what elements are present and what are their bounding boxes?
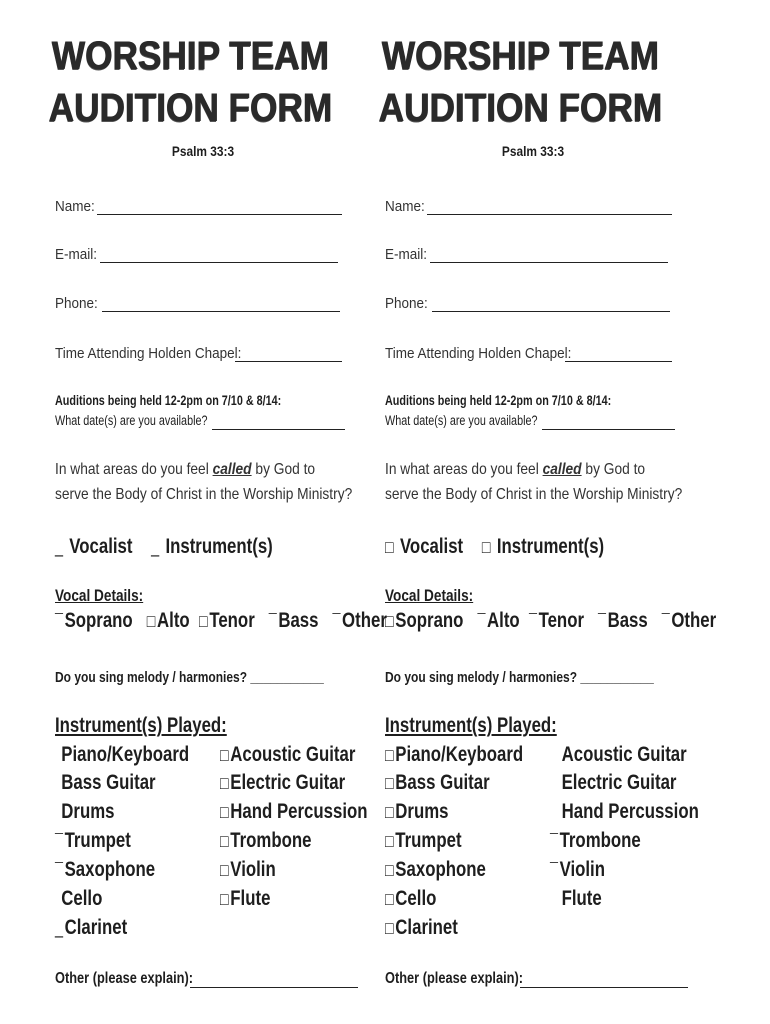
areas-question-part2: by God to xyxy=(581,461,646,478)
vocalist-label: Vocalist xyxy=(399,535,464,558)
voice-label: Alto xyxy=(487,609,520,632)
phone-label: Phone: xyxy=(55,295,98,312)
instrument-label: Instrument(s) xyxy=(165,535,273,558)
area-options xyxy=(385,535,604,559)
instrument-mark: ¯ xyxy=(55,860,63,880)
instrument-label: Bass Guitar xyxy=(395,771,490,794)
melody-question: Do you sing melody / harmonies? ___________ xyxy=(385,669,654,686)
voice-option-bass[interactable] xyxy=(269,609,319,632)
email-label: E-mail: xyxy=(55,246,98,263)
other-explain-label: Other (please explain): xyxy=(55,970,193,987)
voice-label: Tenor xyxy=(538,609,584,632)
instrument-label: Drums xyxy=(395,800,449,823)
instrument-label: Instrument(s) xyxy=(496,535,605,558)
voice-option-other[interactable] xyxy=(332,609,386,632)
voice-option-other[interactable] xyxy=(662,609,716,632)
voice-mark: ¯ xyxy=(332,611,341,631)
areas-question xyxy=(55,457,352,507)
vocalist-label: Vocalist xyxy=(69,535,133,558)
other-explain-label: Other (please explain): xyxy=(385,970,523,987)
instrument-mark: □ xyxy=(385,745,394,765)
instrument-label: Trumpet xyxy=(64,829,131,852)
vocal-details-label: Vocal Details: xyxy=(385,586,474,605)
instrument-checkbox[interactable] xyxy=(151,535,273,558)
voice-label: Soprano xyxy=(395,609,464,632)
instrument-label: Bass Guitar xyxy=(61,771,156,794)
name-label: Name: xyxy=(55,198,95,215)
voice-label: Bass xyxy=(607,609,648,632)
instrument-label: Electric Guitar xyxy=(561,771,677,794)
form-title-line1: WORSHIP TEAM xyxy=(51,34,329,78)
form-subtitle: Psalm 33:3 xyxy=(171,143,235,159)
instrument-option[interactable] xyxy=(385,916,458,940)
instrument-mark: _ xyxy=(55,918,64,938)
voice-option-tenor[interactable] xyxy=(529,609,584,632)
instrument-mark: □ xyxy=(220,889,229,909)
instrument-label: Acoustic Guitar xyxy=(230,743,356,766)
instrument-option[interactable] xyxy=(385,887,436,911)
instrument-mark: ¯ xyxy=(550,860,558,880)
voice-option-bass[interactable] xyxy=(598,609,648,632)
instrument-option[interactable] xyxy=(220,829,312,853)
auditions-note: Auditions being held 12-2pm on 7/10 & 8/14: xyxy=(385,393,612,408)
instrument-option[interactable] xyxy=(560,771,676,795)
instrument-option[interactable] xyxy=(220,743,355,767)
time-attending-field[interactable] xyxy=(565,361,672,362)
voice-option-tenor[interactable] xyxy=(199,609,255,632)
instrument-option[interactable] xyxy=(550,858,605,882)
instrument-label: Trumpet xyxy=(395,829,462,852)
instrument-mark: □ xyxy=(385,773,394,793)
areas-question-line2: serve the Body of Christ in the Worship Ministry? xyxy=(55,486,353,503)
time-attending-field[interactable] xyxy=(235,361,342,362)
other-explain-field[interactable] xyxy=(190,987,358,988)
voice-mark: ¯ xyxy=(529,611,537,631)
instrument-option[interactable] xyxy=(55,916,127,940)
instrument-label: Clarinet xyxy=(64,916,128,939)
instrument-checkbox[interactable] xyxy=(482,535,604,558)
instrument-option[interactable] xyxy=(550,829,641,853)
instrument-label: Violin xyxy=(559,858,605,881)
instrument-label: Clarinet xyxy=(395,916,458,939)
instrument-label: Trombone xyxy=(559,829,641,852)
instrument-option[interactable] xyxy=(55,829,131,853)
other-explain-field[interactable] xyxy=(520,987,688,988)
instrument-mark: □ xyxy=(481,537,491,557)
voice-option-soprano[interactable] xyxy=(385,609,463,632)
areas-question xyxy=(385,457,682,507)
instrument-mark: □ xyxy=(385,802,394,822)
area-options xyxy=(55,535,273,559)
instrument-option[interactable] xyxy=(55,887,102,911)
instrument-label: Hand Percussion xyxy=(561,800,699,823)
form-subtitle: Psalm 33:3 xyxy=(501,143,565,159)
form-title-line2: AUDITION FORM xyxy=(48,86,332,130)
name-field[interactable] xyxy=(97,214,342,215)
instrument-mark: □ xyxy=(220,773,229,793)
time-attending-label: Time Attending Holden Chapel: xyxy=(55,345,242,362)
instrument-mark: □ xyxy=(220,860,229,880)
audition-form-right xyxy=(378,0,717,1024)
time-attending-label: Time Attending Holden Chapel: xyxy=(385,345,572,362)
instrument-label: Acoustic Guitar xyxy=(561,743,687,766)
email-field[interactable] xyxy=(100,262,338,263)
form-title-line1: WORSHIP TEAM xyxy=(381,34,659,78)
instruments-heading: Instrument(s) Played: xyxy=(385,714,557,737)
instrument-label: Violin xyxy=(230,858,276,881)
name-label: Name: xyxy=(385,198,425,215)
voice-options xyxy=(55,609,387,633)
voice-label: Soprano xyxy=(64,609,133,632)
instrument-label: Cello xyxy=(61,887,103,910)
instrument-mark: □ xyxy=(385,831,394,851)
voice-mark: ¯ xyxy=(268,611,277,631)
melody-question: Do you sing melody / harmonies? ___________ xyxy=(55,669,324,686)
instrument-option[interactable] xyxy=(220,800,368,824)
instrument-option[interactable] xyxy=(220,771,345,795)
areas-question-part1: In what areas do you feel xyxy=(385,461,543,478)
phone-field[interactable] xyxy=(432,311,670,312)
instrument-option[interactable] xyxy=(220,887,270,911)
instrument-option[interactable] xyxy=(560,887,602,911)
phone-field[interactable] xyxy=(102,311,340,312)
instrument-option[interactable] xyxy=(55,743,189,767)
instrument-label: Saxophone xyxy=(395,858,486,881)
vocalist-mark: □ xyxy=(385,537,394,557)
instrument-mark: ¯ xyxy=(55,831,63,851)
instrument-label: Flute xyxy=(230,887,271,910)
instrument-label: Piano/Keyboard xyxy=(395,743,524,766)
instrument-option[interactable] xyxy=(55,771,156,795)
instrument-label: Flute xyxy=(561,887,602,910)
voice-label: Other xyxy=(671,609,717,632)
instrument-mark: □ xyxy=(385,889,394,909)
vocalist-mark: _ xyxy=(55,537,64,557)
audition-form-left xyxy=(48,0,387,1024)
dates-question: What date(s) are you available? xyxy=(55,413,208,428)
instrument-mark: □ xyxy=(220,831,229,851)
voice-mark: □ xyxy=(146,611,156,631)
instrument-mark: □ xyxy=(385,918,394,938)
instrument-mark: □ xyxy=(385,860,394,880)
dates-question: What date(s) are you available? xyxy=(385,413,538,428)
vocalist-checkbox[interactable] xyxy=(55,535,132,558)
instrument-option[interactable] xyxy=(55,858,155,882)
voice-mark: ¯ xyxy=(477,611,486,631)
voice-option-alto[interactable] xyxy=(477,609,519,632)
instrument-option[interactable] xyxy=(385,800,449,824)
instruments-heading: Instrument(s) Played: xyxy=(55,714,227,737)
instrument-option[interactable] xyxy=(560,800,699,824)
name-field[interactable] xyxy=(427,214,672,215)
instrument-mark: □ xyxy=(220,802,229,822)
areas-question-part1: In what areas do you feel xyxy=(55,461,213,478)
email-label: E-mail: xyxy=(385,246,428,263)
instrument-option[interactable] xyxy=(385,829,462,853)
areas-question-called: called xyxy=(212,461,252,478)
voice-options xyxy=(385,609,716,633)
instrument-option[interactable] xyxy=(220,858,276,882)
areas-question-called: called xyxy=(542,461,582,478)
form-title-line2: AUDITION FORM xyxy=(378,86,662,130)
email-field[interactable] xyxy=(430,262,668,263)
areas-question-part2: by God to xyxy=(251,461,316,478)
dates-field[interactable] xyxy=(542,429,675,430)
instrument-label: Cello xyxy=(395,887,437,910)
voice-mark: ¯ xyxy=(661,611,670,631)
voice-option-alto[interactable] xyxy=(147,609,190,632)
instrument-label: Drums xyxy=(61,800,115,823)
instrument-option[interactable] xyxy=(560,743,687,767)
voice-label: Alto xyxy=(157,609,190,632)
instrument-label: Electric Guitar xyxy=(230,771,346,794)
instrument-option[interactable] xyxy=(385,771,490,795)
instrument-mark: ¯ xyxy=(550,831,558,851)
instrument-mark: □ xyxy=(220,745,229,765)
instrument-option[interactable] xyxy=(385,743,523,767)
instrument-label: Hand Percussion xyxy=(230,800,368,823)
dates-field[interactable] xyxy=(212,429,345,430)
instrument-label: Trombone xyxy=(230,829,312,852)
voice-label: Bass xyxy=(278,609,319,632)
voice-mark: □ xyxy=(199,611,208,631)
areas-question-line2: serve the Body of Christ in the Worship Ministry? xyxy=(385,486,683,503)
auditions-note: Auditions being held 12-2pm on 7/10 & 8/14: xyxy=(55,393,282,408)
instrument-option[interactable] xyxy=(55,800,115,824)
instrument-label: Piano/Keyboard xyxy=(61,743,190,766)
voice-mark: ¯ xyxy=(55,611,63,631)
voice-label: Tenor xyxy=(209,609,255,632)
instrument-mark: _ xyxy=(151,537,160,557)
phone-label: Phone: xyxy=(385,295,428,312)
vocal-details-label: Vocal Details: xyxy=(55,586,144,605)
instrument-option[interactable] xyxy=(385,858,486,882)
vocalist-checkbox[interactable] xyxy=(385,535,463,558)
voice-label: Other xyxy=(342,609,387,632)
voice-option-soprano[interactable] xyxy=(55,609,133,632)
voice-mark: ¯ xyxy=(598,611,606,631)
voice-mark: □ xyxy=(385,611,394,631)
instrument-label: Saxophone xyxy=(64,858,156,881)
